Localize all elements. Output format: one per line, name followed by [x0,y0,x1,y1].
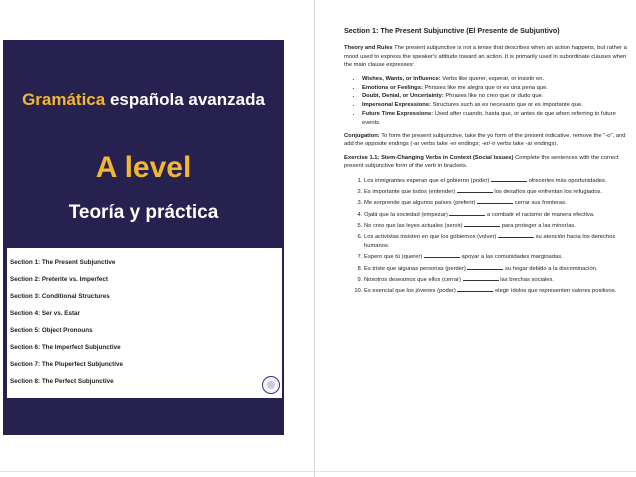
list-item [362,84,630,93]
rules-list [344,75,630,128]
list-item [362,110,630,128]
cover-page[interactable] [3,40,284,435]
exercise-item [364,252,630,262]
cover-title-rest: española avanzada [105,90,265,109]
list-item [362,101,630,110]
exercise-item [364,221,630,231]
page-divider [314,0,315,477]
conjugation-paragraph [344,132,630,149]
exercise-text: Complete the sentences with the correct present subjunctive form of the verb in brackets. [344,154,619,170]
toc-item[interactable]: Section 6: The Imperfect Subjunctive [10,344,121,351]
sentence-start: Ojalá que la sociedad (empezar) [364,211,450,218]
exercise-item [364,264,630,274]
answer-blank[interactable] [424,252,460,258]
exercise-intro [344,154,630,171]
bullet-label: Doubt, Denial, or Uncertainty: [362,93,444,100]
exercise-item [364,232,630,251]
answer-blank[interactable] [498,232,534,238]
bullet-label: Wishes, Wants, or Influence: [362,75,441,82]
sentence-start: Me sorprende que algunos países (preferir) [364,200,478,207]
bullet-label: Impersonal Expressions: [362,102,431,109]
sentence-start: Es importante que todos (entender) [364,189,457,196]
answer-blank[interactable] [457,187,493,193]
toc-item[interactable]: Section 4: Ser vs. Estar [10,310,80,317]
toc-item[interactable]: Section 7: The Pluperfect Subjunctive [10,361,124,368]
cover-level: A level [95,151,192,184]
sentence-end: ofrecerles más oportunidades. [526,177,607,184]
exercise-item [364,210,630,220]
toc-item[interactable]: Section 2: Preterite vs. Imperfect [10,276,108,283]
sentence-end: elegir ídolos que representen valores positivos. [493,287,617,294]
sentence-end: para proteger a las minorías. [500,222,576,229]
bullet-text: Structures such as es necesario que or es importante que. [430,102,583,109]
exercise-item [364,198,630,208]
toc-item[interactable]: Section 8: The Perfect Subjunctive [10,378,114,385]
answer-blank[interactable] [464,221,500,227]
conjugation-label: Conjugation: [344,132,380,139]
sentence-start: Nosotros deseamos que ellos (cerrar) [364,276,463,283]
sentence-end: su hogar debido a la discriminación. [503,265,598,272]
bullet-label: Future Time Expressions: [362,110,434,117]
worksheet-page [344,26,630,297]
exercise-item [364,176,630,186]
answer-blank[interactable] [457,286,493,292]
bullet-text: Phrases like no creo que or dudo que. [443,93,544,100]
sentence-start: No creo que las leyes actuales (servir) [364,222,465,229]
sentence-start: Los activistas insisten en que los gobiernos (volver) [364,233,499,240]
sentence-end: las brechas sociales. [498,276,555,283]
answer-blank[interactable] [449,210,485,216]
cover-title-accent: Gramática [22,90,106,109]
cover-subtitle: Teoría y práctica [68,202,219,223]
toc-item[interactable]: Section 3: Conditional Structures [10,293,110,300]
answer-blank[interactable] [463,275,499,281]
sentence-end: los desafíos que enfrentan los refugiados. [492,189,603,196]
section-title: Section 1: The Present Subjunctive (El Presente de Subjuntivo) [344,26,560,35]
sentence-end: cerrar sus fronteras. [513,200,567,207]
answer-blank[interactable] [491,176,527,182]
sentence-end: a combatir el racismo de manera efectiva. [485,211,595,218]
toc-item[interactable]: Section 1: The Present Subjunctive [10,259,116,266]
answer-blank[interactable] [467,264,503,270]
bullet-text: Used after cuando, hasta que, or antes de que when referring to future events. [362,110,616,126]
conjugation-text: To form the present subjunctive, take the yo form of the present indicative, remove the "-o", and add the opposite endings (-ar verbs take -er endings; -er/-ir verbs take -ar endings). [344,132,626,148]
answer-blank[interactable] [477,198,513,204]
sentence-start: Los inmigrantes esperan que el gobierno (poder) [364,177,491,184]
exercise-item [364,275,630,285]
sentence-start: Es triste que algunas personas (perder) [364,265,468,272]
theory-paragraph [344,44,630,70]
theory-label: Theory and Rules [344,45,393,51]
sentence-start: Es esencial que los jóvenes (poder) [364,287,458,294]
exercise-item [364,286,630,296]
list-item [362,92,630,101]
exercise-list [344,176,630,296]
list-item [362,75,630,84]
sentence-end: apoyar a las comunidades marginadas. [459,254,563,261]
theory-text: The present subjunctive is not a tense that describes when an action happens, but rather a mood used to express the speaker's attitude toward an action. It is primarily used in subordinate clauses when the main clause expresses: [344,45,627,69]
bottom-divider [0,471,636,472]
table-of-contents [7,248,282,398]
toc-item[interactable]: Section 5: Object Pronouns [10,327,93,334]
sentence-start: Espero que tú (querer) [364,254,424,261]
sentence-end: su atención hacia los derechos humanos. [364,233,616,250]
exercise-item [364,187,630,197]
cover-title [3,90,284,110]
bullet-text: Phrases like me alegra que or es una pena que. [422,84,548,91]
exercise-label: Exercise 1.1: Stem-Changing Verbs in Context (Social Issues) [344,154,514,161]
bullet-text: Verbs like querer, esperar, or insistir en. [440,75,545,82]
bullet-label: Emotions or Feelings: [362,84,423,91]
logo-badge-icon [262,376,280,394]
